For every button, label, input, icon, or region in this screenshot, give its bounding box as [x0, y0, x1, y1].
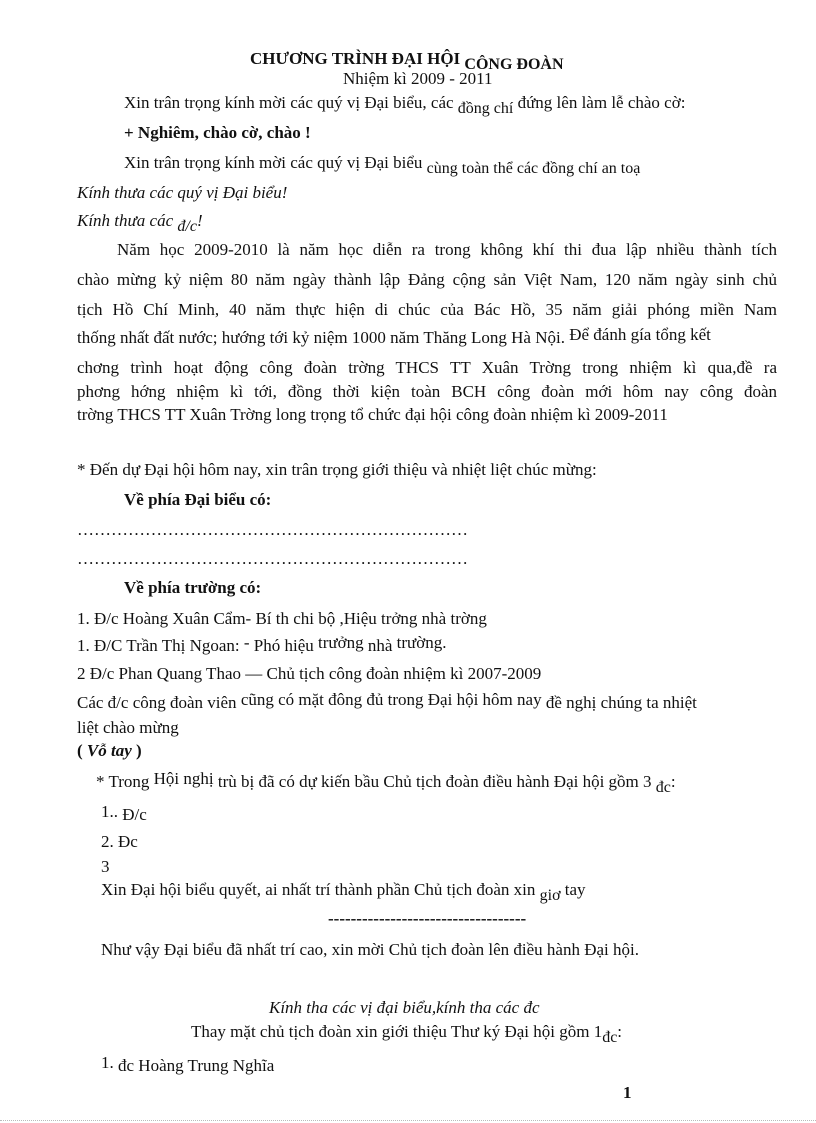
- title-part-2: CÔNG ĐOÀN: [464, 56, 564, 73]
- intro-line-4: [77, 325, 711, 348]
- p4-c: đề nghị chúng ta nhiệt: [545, 693, 697, 712]
- intro-line-7: trờng THCS TT Xuân Trờng long trọng tổ chức đại hội công đoàn nhiệm kì 2009-2011: [77, 405, 668, 424]
- intro-l4-a: thống nhất đất nước; hướng tới kỷ niệm 1000 năm Thăng Long Hà Nội.: [77, 328, 565, 347]
- sec-l1-a: Thay mặt chủ tịch đoàn xin giới thiệu Thư ký Đại hội gồm 1: [191, 1022, 603, 1041]
- opening-line-3: [124, 153, 641, 177]
- opening-l1-a: Xin trân trọng kính mời các quý vị Đại biểu, các: [124, 93, 454, 112]
- opening-l3-a: Xin trân trọng kính mời các quý vị Đại biểu: [124, 153, 423, 172]
- vote-b: giơ: [539, 887, 561, 904]
- delegates-dots-1: ……………………………………………………………: [77, 520, 468, 539]
- vote-line: [101, 880, 586, 904]
- school-person-3: 2 Đ/c Phan Quang Thao — Chủ tịch công đoàn nhiệm kì 2007-2009: [77, 664, 542, 683]
- secretary-greeting: Kính tha các vị đại biểu,kính tha các đc: [269, 998, 540, 1017]
- p2-a: 1. Đ/C Trần Thị Ngoan:: [77, 636, 240, 655]
- pres-l1-b: Hội nghị: [153, 769, 214, 788]
- greeting-delegates: Kính thưa các quý vị Đại biểu!: [77, 183, 288, 202]
- handover-line: Như vậy Đại biểu đã nhất trí cao, xin mời Chủ tịch đoàn lên điều hành Đại hội.: [101, 940, 639, 959]
- sec-l1-b: đc: [602, 1029, 618, 1046]
- p4-a: Các đ/c công đoàn viên: [77, 693, 237, 712]
- intro-line-2: chào mừng kỷ niệm 80 năm ngày thành lập Đảng cộng sản Việt Nam, 120 năm ngày sinh chủ: [77, 270, 777, 289]
- pres-l1-e: :: [670, 772, 676, 791]
- greet2-c: !: [196, 211, 203, 230]
- opening-line-1: [124, 93, 686, 117]
- p2-e: nhà: [367, 636, 393, 655]
- p2-b: -: [243, 633, 250, 652]
- intro-line-3: tịch Hồ Chí Minh, 40 năm thực hiện di chúc của Bác Hồ, 35 năm giải phóng miền Nam: [77, 300, 777, 319]
- intro-line-5: chơng trình hoạt động công đoàn trờng THCS TT Xuân Trờng trong nhiệm kì qua,đề ra: [77, 358, 777, 377]
- pres-l1-a: * Trong: [96, 772, 150, 791]
- presidium-item-3: 3: [101, 857, 110, 876]
- pres-l1-c: trù bị đã có dự kiến bầu Chủ tịch đoàn điều hành Đại hội gồm 3: [217, 772, 652, 791]
- intro-line-6: phơng hớng nhiệm kì tới, đồng thời kiện toàn BCH công đoàn mới hôm nay công đoàn: [77, 382, 777, 401]
- school-person-1: [77, 609, 487, 629]
- intro-l4-b: Để đánh gía tổng kết: [569, 325, 711, 344]
- opening-l1-c: đứng lên làm lễ chào cờ:: [517, 93, 686, 112]
- delegates-dots-2: ……………………………………………………………: [77, 549, 468, 568]
- applause-note: [77, 741, 142, 761]
- p2-d: trưởng: [318, 633, 364, 652]
- p2-f: trường.: [396, 633, 447, 652]
- p4-b: cũng có mặt đông đủ trong Đại hội hôm nay: [240, 690, 542, 709]
- opening-l1-b: đồng chí: [457, 100, 514, 117]
- p1-num: 1.: [77, 609, 90, 628]
- school-person-2: [77, 633, 447, 656]
- pres-item1-b: Đ/c: [122, 805, 147, 824]
- members-line: [77, 690, 777, 713]
- applause-text: Vỗ tay: [86, 741, 132, 760]
- p1-text: Đ/c Hoàng Xuân Cẩm- Bí th chi bộ ,Hiệu trởng nhà trờng: [94, 609, 487, 628]
- guests-intro: * Đến dự Đại hội hôm nay, xin trân trọng giới thiệu và nhiệt liệt chúc mừng:: [77, 460, 597, 479]
- salute-command: + Nghiêm, chào cờ, chào !: [124, 123, 311, 142]
- p2-c: Phó hiệu: [253, 636, 314, 655]
- presidium-item-2: 2. Đc: [101, 832, 138, 851]
- opening-l3-b: cùng toàn thể các đồng chí an toạ: [426, 160, 641, 177]
- applause-close: ): [131, 741, 142, 760]
- sec-item1-b: đc Hoàng Trung Nghĩa: [118, 1056, 275, 1075]
- greet2-b: đ/c: [177, 218, 197, 235]
- pres-item1-a: 1..: [101, 802, 118, 821]
- document-title: [250, 49, 564, 73]
- page-number: 1: [623, 1083, 632, 1102]
- delegates-heading: Về phía Đại biểu có:: [124, 490, 272, 509]
- page-bottom-rule: [0, 1120, 816, 1121]
- presidium-intro: [96, 769, 676, 796]
- title-part-1: CHƯƠNG TRÌNH ĐẠI HỘI: [250, 49, 461, 68]
- secretary-item-1: [101, 1053, 275, 1076]
- vote-a: Xin Đại hội biểu quyết, ai nhất trí thành phần Chủ tịch đoàn xin: [101, 880, 536, 899]
- term-subtitle: Nhiệm kì 2009 - 2011: [343, 69, 493, 88]
- secretary-intro: [191, 1022, 623, 1046]
- school-heading: Về phía trường có:: [124, 578, 262, 597]
- applause-open: (: [77, 741, 87, 760]
- sec-item1-a: 1.: [101, 1053, 114, 1072]
- members-line-2: liệt chào mừng: [77, 718, 179, 737]
- intro-line-1: Năm học 2009-2010 là năm học diễn ra trong không khí thi đua lập nhiều thành tích: [117, 240, 777, 259]
- pres-l1-d: đc: [655, 779, 671, 796]
- section-separator: -----------------------------------: [328, 909, 527, 928]
- vote-c: tay: [564, 880, 586, 899]
- sec-l1-c: :: [617, 1022, 623, 1041]
- greet2-a: Kính thưa các: [77, 211, 174, 230]
- presidium-item-1: [101, 802, 147, 825]
- greeting-comrades: [77, 211, 203, 235]
